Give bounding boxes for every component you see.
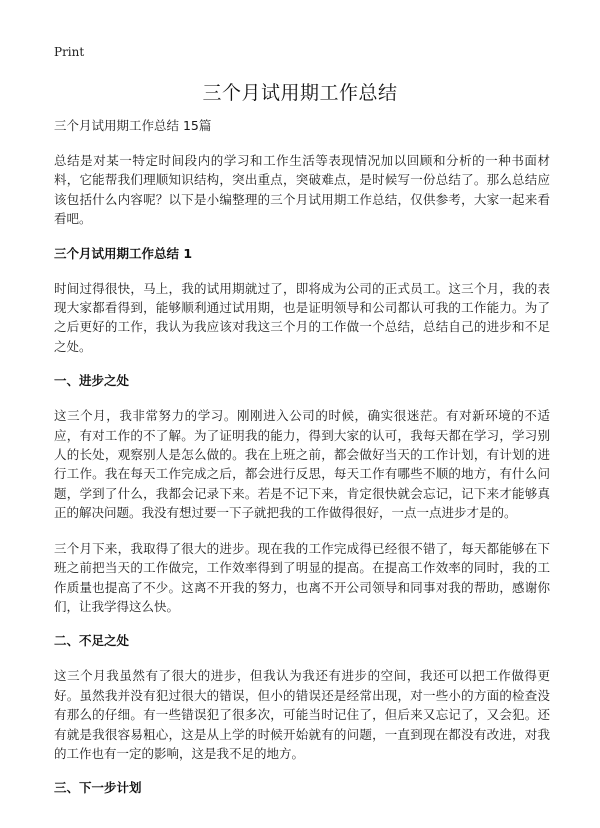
progress-paragraph-2: 三个月下来，我取得了很大的进步。现在我的工作完成得已经很不错了，每天都能够在下班之前把当天的工作做完，工作效率得到了明显的提高。在提高工作效率的同时，我的工作质量也提高了不少。这离不开我的努力，也离不开公司领导和同事对我的帮助，感谢你们，让我学得这么快。 xyxy=(54,540,550,614)
document-subtitle: 三个月试用期工作总结 15篇 xyxy=(54,118,212,133)
section-1-paragraph: 时间过得很快，马上，我的试用期就过了，即将成为公司的正式员工。这三个月，我的表现大家都看得到，能够顺利通过试用期，也是证明领导和公司都认可我的工作能力。为了之后更好的工作，我认为我应该对我这三个月的工作做一个总结，总结自己的进步和不足之处。 xyxy=(54,280,550,354)
progress-paragraph-1: 这三个月，我非常努力的学习。刚刚进入公司的时候，确实很迷茫。有对新环境的不适应，有对工作的不了解。为了证明我的能力，得到大家的认可，我每天都在学习，学习别人的长处，观察别人是怎么做的。我在上班之前，都会做好当天的工作计划，有计划的进行工作。我在每天工作完成之后，都会进行反思，每天工作有哪些不顺的地方，有什么问题，学到了什么，我都会记录下来。若是不记下来，肯定很快就会忘记，记下来才能够真正的解决问题。我没有想过要一下子就把我的工作做得很好，一点一点进步才是的。 xyxy=(54,408,550,521)
section-1-heading: 三个月试用期工作总结 1 xyxy=(54,245,193,261)
progress-heading: 一、进步之处 xyxy=(54,373,130,389)
intro-paragraph: 总结是对某一特定时间段内的学习和工作生活等表现情况加以回顾和分析的一种书面材料，它能帮我们理顺知识结构，突出重点，突破难点，是时候写一份总结了。那么总结应该包括什么内容呢？以下是小编整理的三个月试用期工作总结，仅供参考，大家一起来看看吧。 xyxy=(54,153,550,227)
article-body xyxy=(54,117,550,813)
print-link[interactable]: Print xyxy=(54,45,85,59)
shortcoming-heading: 二、不足之处 xyxy=(54,633,130,649)
next-plan-heading: 三、下一步计划 xyxy=(54,780,142,796)
shortcoming-paragraph: 这三个月我虽然有了很大的进步，但我认为我还有进步的空间，我还可以把工作做得更好。虽然我并没有犯过很大的错误，但小的错误还是经常出现，对一些小的方面的检查没有那么的仔细。有一些错误犯了很多次，可能当时记住了，但后来又忘记了，又会犯。还有就是我很容易粗心，这是从上学的时候开始就有的问题，一直到现在都没有改进，对我的工作也有一定的影响，这是我不足的地方。 xyxy=(54,668,550,761)
page-title: 三个月试用期工作总结 xyxy=(202,82,398,104)
